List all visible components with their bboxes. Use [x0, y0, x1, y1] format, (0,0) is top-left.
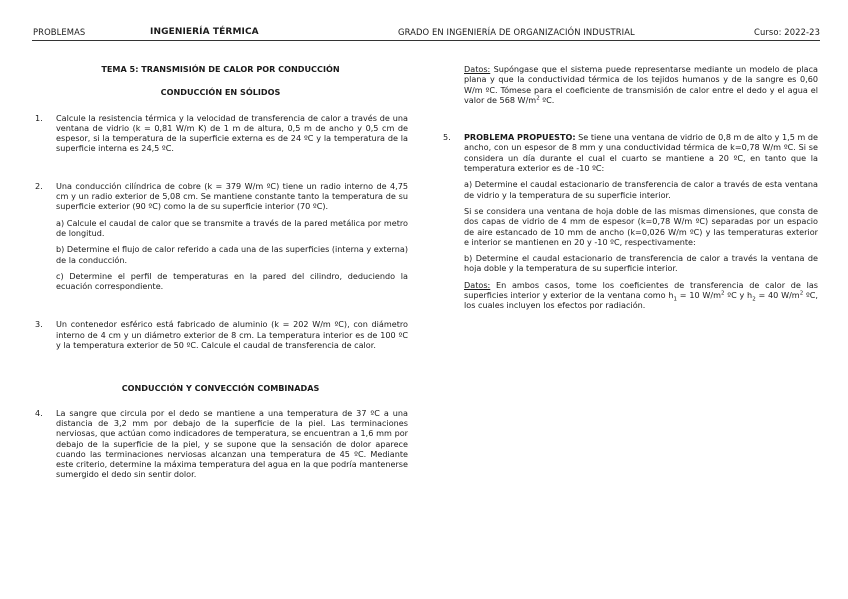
problem-number: 5.: [443, 132, 451, 143]
problem-part-b: b) Determine el caudal estacionario de transferencia de calor a través la ventana de hoja doble y la temperatura de su superficie interior.: [464, 253, 818, 274]
datos-label: Datos:: [464, 279, 491, 290]
problem-3: [33, 319, 408, 350]
problem-part-a: a) Determine el caudal estacionario de transferencia de calor a través de esta ventana de vidrio y la temperatura de su superficie interior.: [464, 179, 818, 200]
superscript: 2: [536, 95, 540, 102]
datos-text: En ambos casos, tome los coeficientes de transferencia de calor de las superficies interior y exterior de la ventana como h: [464, 279, 818, 301]
left-column: [33, 64, 408, 480]
datos-paragraph: [464, 64, 818, 105]
datos-text: = 40 W/m: [755, 290, 800, 301]
header-degree: GRADO EN INGENIERÍA DE ORGANIZACIÓN INDUSTRIAL: [398, 27, 635, 37]
problem-text: La sangre que circula por el dedo se mantiene a una temperatura de 37 ºC a una distancia de 3,2 mm por debajo de la superficie de la piel. Las terminaciones nerviosas, que actúan como indicadores de temperatura, se encuentran a 1,6 mm por debajo de la superficie de la piel, y se supone que la sensación de dolor aparece cuando las terminaciones nerviosas alcanzan una temperatura de 45 ºC. Mediante este criterio, determine la máxima temperatura del agua en la que podría mantenerse sumergido el dedo sin sentir dolor.: [56, 407, 408, 480]
subscript: 2: [752, 296, 756, 303]
subscript: 1: [673, 296, 678, 303]
problem-text: [464, 132, 818, 173]
section-title-solids: CONDUCCIÓN EN SÓLIDOS: [160, 87, 281, 98]
header-problemas: PROBLEMAS: [33, 27, 86, 37]
datos-text: ºC y h: [724, 290, 753, 301]
problem-4-datos: [441, 64, 818, 105]
section-title-combined: CONDUCCIÓN Y CONVECCIÓN COMBINADAS: [121, 383, 320, 394]
problem-2: [33, 181, 408, 292]
datos-paragraph: [464, 280, 818, 311]
problem-statement: Se tiene una ventana de vidrio de 0,8 m de alto y 1,5 m de ancho, con un espesor de 8 mm y una conductividad térmica de k=0,78 W/m ºC. Si se considera un día durante el cual el cuarto se mantiene a 20 ºC, en tanto que la temperatura exterior es de -10 ºC:: [464, 132, 818, 174]
datos-label: Datos:: [464, 64, 491, 74]
datos-text: ºC, los cuales incluyen los efectos por radiación.: [464, 290, 818, 311]
right-column: [441, 64, 818, 311]
problem-4: [33, 408, 408, 480]
proposed-label: PROBLEMA PROPUESTO:: [464, 132, 576, 143]
problem-text: Un contenedor esférico está fabricado de aluminio (k = 202 W/m ºC), con diámetro interno de 4 cm y un diámetro exterior de 8 cm. La temperatura interior es de 100 ºC y la temperatura exterior de 50 ºC. Calcule el caudal de transferencia de calor.: [56, 319, 408, 351]
problem-1: [33, 113, 408, 154]
problem-text: Una conducción cilíndrica de cobre (k = 379 W/m ºC) tiene un radio interno de 4,75 cm y un radio exterior de 5,08 cm. Se mantiene constante tanto la temperatura de su superficie exterior (90 ºC) como la de su superficie interior (70 ºC).: [56, 180, 408, 212]
problem-number: 2.: [35, 180, 43, 191]
problem-number: 1.: [35, 112, 43, 123]
superscript: 2: [799, 290, 804, 297]
superscript: 2: [721, 290, 725, 297]
problem-part-b: b) Determine el flujo de calor referido a cada una de las superficies (interna y externa) de la conducción.: [56, 244, 408, 265]
problem-part-c: c) Determine el perfil de temperaturas en la pared del cilindro, deduciendo la ecuación correspondiente.: [56, 270, 408, 292]
problem-number: 3.: [35, 319, 43, 330]
problem-part-a: a) Calcule el caudal de calor que se transmite a través de la pared metálica por metro de longitud.: [56, 217, 408, 238]
datos-text: Supóngase que el sistema puede representarse mediante un modelo de placa plana y que la conductividad térmica de los tejidos humanos y de la sangre es 0,60 W/m ºC. Tómese para el coeficiente de transmisión de calor entre el dedo y el agua el valor de 568 W/m: [464, 64, 818, 105]
page-header: [32, 26, 820, 41]
double-pane-text: Si se considera una ventana de hoja doble de las mismas dimensiones, que consta de dos capas de vidrio de 4 mm de espesor (k=0,78 W/m ºC) separadas por un espacio de aire estancado de 10 mm de ancho (k=0,026 W/m ºC) y las temperaturas exterior e interior se mantienen en 20 y -10 ºC, respectivamente:: [464, 205, 818, 247]
problem-5: [441, 132, 818, 310]
header-subject-title: INGENIERÍA TÉRMICA: [150, 27, 259, 37]
datos-text-end: ºC.: [539, 94, 555, 105]
topic-title: TEMA 5: TRANSMISIÓN DE CALOR POR CONDUCCIÓN: [101, 64, 340, 74]
problem-text: Calcule la resistencia térmica y la velocidad de transferencia de calor a través de una ventana de vidrio (k = 0,81 W/m K) de 1 m de altura, 0,5 m de ancho y 0,5 cm de espesor, si la temperatura de la superficie externa es de 24 ºC y la temperatura de la superficie interna es 24,5 ºC.: [56, 112, 408, 154]
datos-text: = 10 W/m: [677, 290, 722, 301]
problem-number: 4.: [35, 407, 43, 418]
header-course: Curso: 2022-23: [754, 27, 820, 37]
